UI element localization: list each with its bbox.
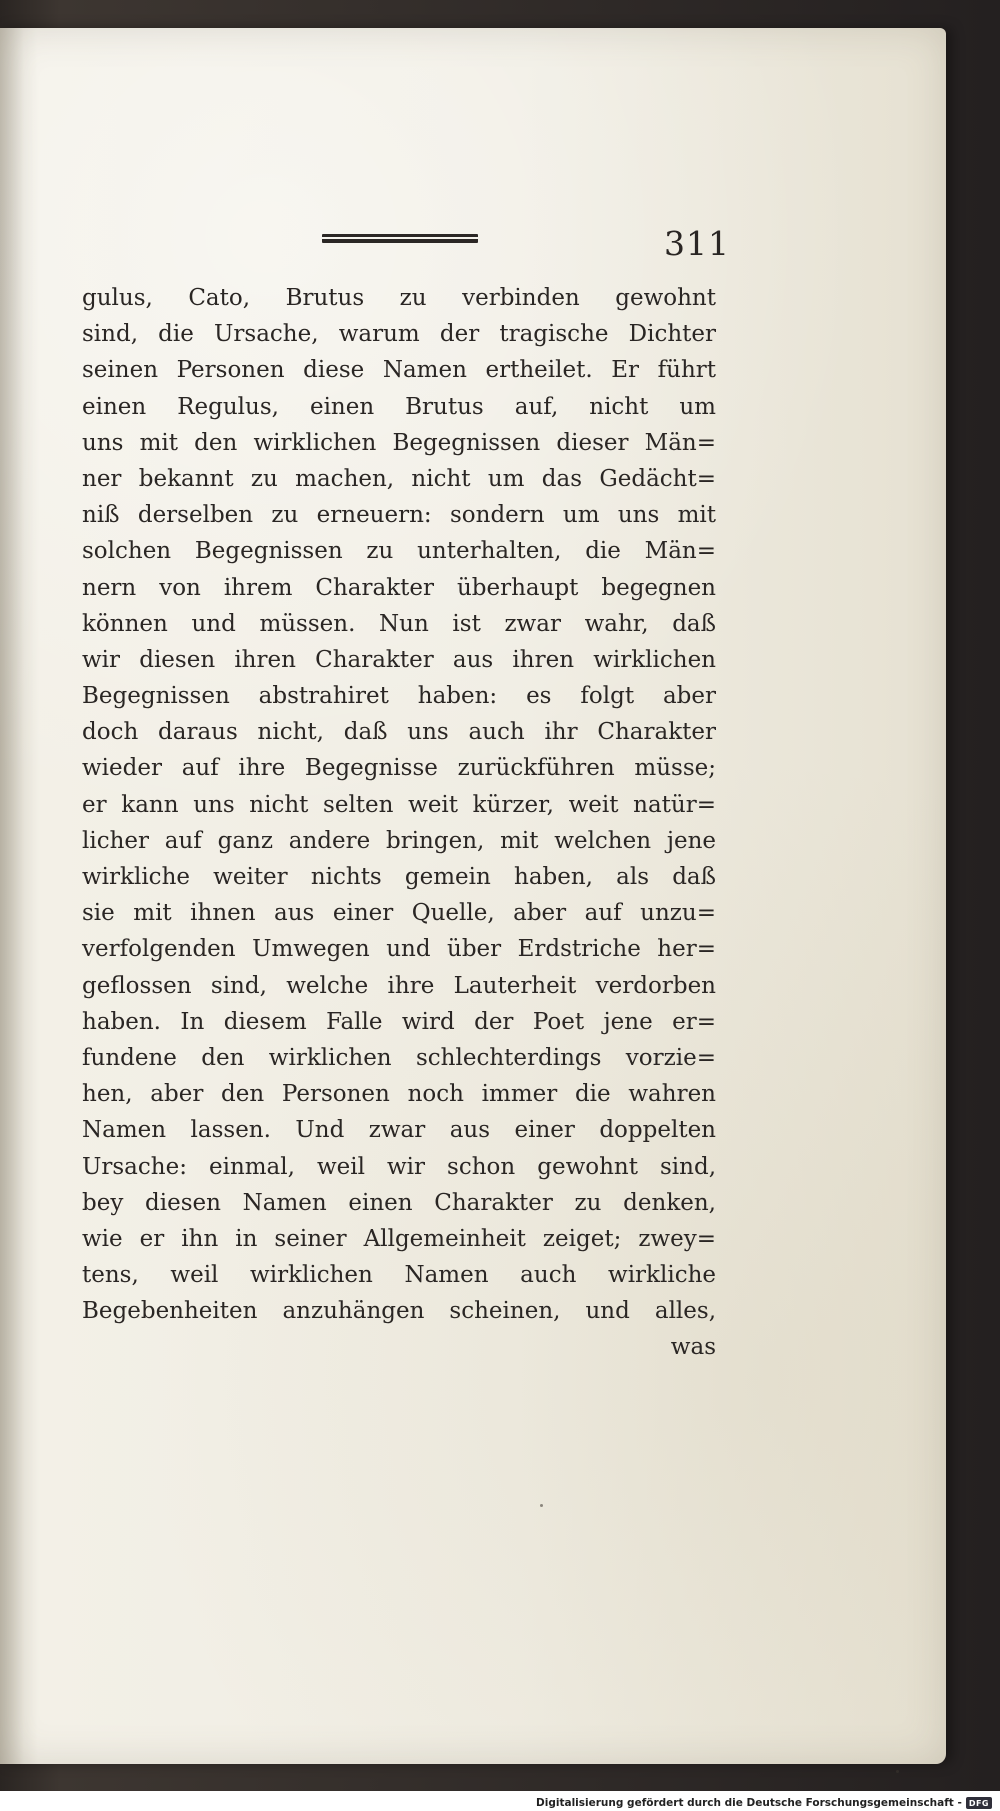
text-line: fundene den wirklichen schlechterdings vorzie= <box>82 1044 716 1071</box>
dfg-logo-text: DFG <box>968 1798 989 1808</box>
text-line: sind, die Ursache, warum der tragische Dichter <box>82 321 716 348</box>
text-line: solchen Begegnissen zu unterhalten, die Män= <box>82 538 716 565</box>
text-line: haben. In diesem Falle wird der Poet jene er= <box>82 1008 716 1035</box>
text-line: wirkliche weiter nichts gemein haben, als daß <box>82 864 716 890</box>
text-line: niß derselben zu erneuern: sondern um uns mit <box>82 502 716 529</box>
text-body <box>82 280 716 1366</box>
text-line: hen, aber den Personen noch immer die wahren <box>82 1081 716 1108</box>
book-page <box>0 28 946 1764</box>
footer-credit <box>536 1797 992 1809</box>
catchword: was <box>670 1334 716 1361</box>
text-line: tens, weil wirklichen Namen auch wirkliche <box>82 1262 716 1289</box>
text-line: Namen lassen. Und zwar aus einer doppelten <box>82 1117 716 1144</box>
text-line: können und müssen. Nun ist zwar wahr, daß <box>82 610 716 637</box>
text-line: Ursache: einmal, weil wir schon gewohnt sind, <box>82 1153 716 1180</box>
paper-speck <box>540 1504 543 1507</box>
text-line: er kann uns nicht selten weit kürzer, weit natür= <box>82 791 716 818</box>
footer-credit-text: Digitalisierung gefördert durch die Deutsche Forschungsgemeinschaft - <box>536 1797 962 1809</box>
text-line: wir diesen ihren Charakter aus ihren wirklichen <box>82 646 716 673</box>
text-line: doch daraus nicht, daß uns auch ihr Charakter <box>82 719 716 746</box>
footer-bar <box>0 1791 1000 1811</box>
text-line: bey diesen Namen einen Charakter zu denken, <box>82 1189 716 1216</box>
text-line: ner bekannt zu machen, nicht um das Gedächt= <box>82 465 716 492</box>
text-line: geflossen sind, welche ihre Lauterheit verdorben <box>82 972 716 999</box>
page-number: 311 <box>664 224 730 263</box>
text-line: wie er ihn in seiner Allgemeinheit zeiget; zwey= <box>82 1225 716 1252</box>
text-line: sie mit ihnen aus einer Quelle, aber auf unzu= <box>82 900 716 927</box>
text-line: uns mit den wirklichen Begegnissen dieser Män= <box>82 429 716 456</box>
header-rule <box>322 234 478 243</box>
text-line: seinen Personen diese Namen ertheilet. Er führt <box>82 357 716 384</box>
dfg-logo[interactable] <box>966 1797 992 1809</box>
text-line: Begegnissen abstrahiret haben: es folgt aber <box>82 683 716 710</box>
text-line: einen Regulus, einen Brutus auf, nicht um <box>82 393 716 420</box>
text-line: verfolgenden Umwegen und über Erdstriche her= <box>82 936 716 963</box>
text-line: wieder auf ihre Begegnisse zurückführen müsse; <box>82 755 716 782</box>
text-line: nern von ihrem Charakter überhaupt begegnen <box>82 574 716 601</box>
paper-speck <box>896 1770 899 1773</box>
text-line: licher auf ganz andere bringen, mit welchen jene <box>82 827 716 854</box>
text-line: gulus, Cato, Brutus zu verbinden gewohnt <box>82 285 716 311</box>
text-line: Begebenheiten anzuhängen scheinen, und alles, <box>82 1298 716 1325</box>
